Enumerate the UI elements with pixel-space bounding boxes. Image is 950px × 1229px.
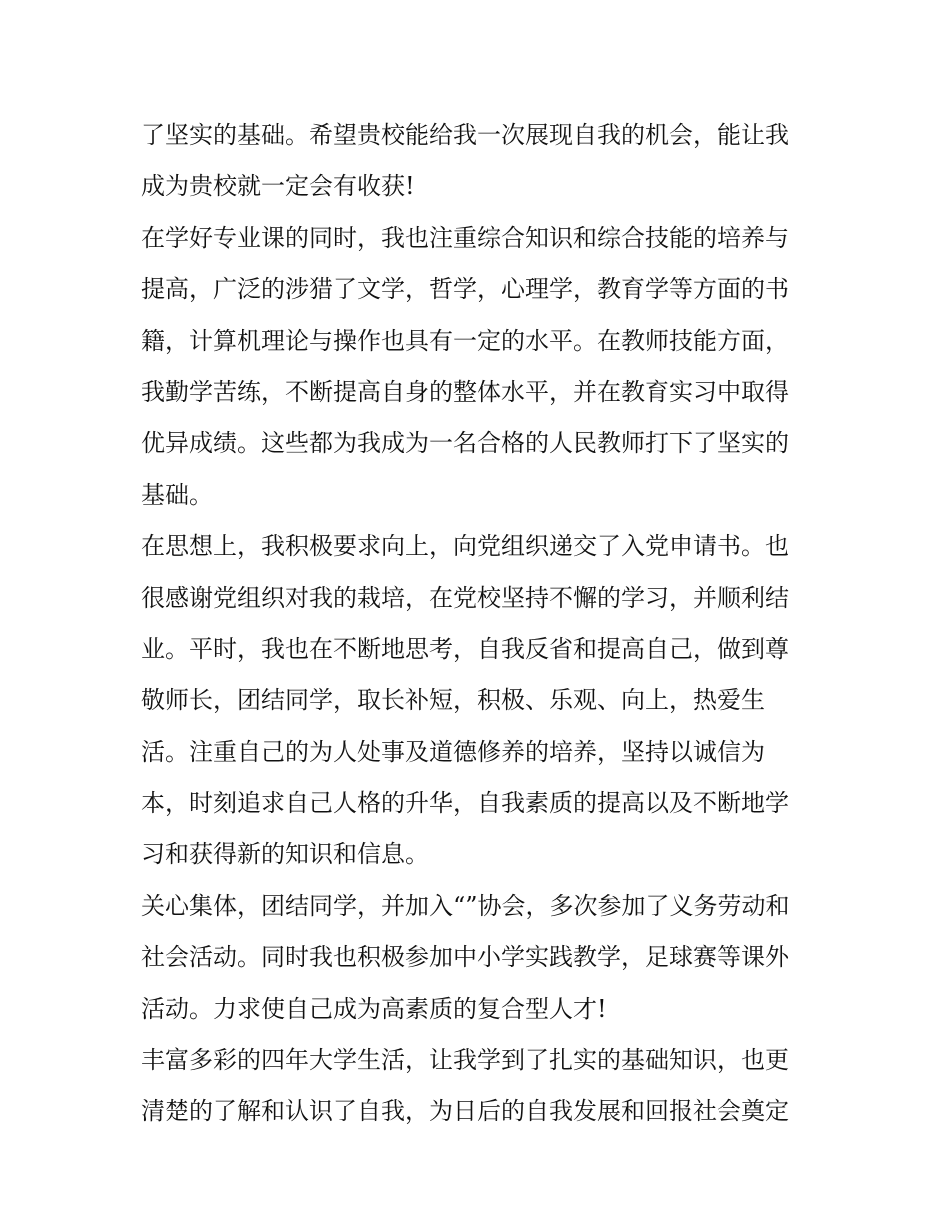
text-line: 提高，广泛的涉猎了文学，哲学，心理学，教育学等方面的书 (141, 275, 789, 304)
text-line: 习和获得新的知识和信息。 (141, 840, 429, 869)
text-line: 优异成绩。这些都为我成为一名合格的人民教师打下了坚实的 (141, 429, 789, 458)
text-line: 关心集体，团结同学，并加入“”协会，多次参加了义务劳动和 (141, 891, 790, 920)
text-line: 活动。力求使自己成为高素质的复合型人才! (141, 994, 607, 1023)
text-line: 本，时刻追求自己人格的升华，自我素质的提高以及不断地学 (141, 789, 789, 818)
text-line: 籍，计算机理论与操作也具有一定的水平。在教师技能方面， (141, 326, 789, 355)
document-body (141, 110, 821, 1138)
text-line: 很感谢党组织对我的栽培，在党校坚持不懈的学习，并顺利结 (141, 583, 789, 612)
text-line: 基础。 (141, 480, 213, 509)
text-line: 我勤学苦练，不断提高自身的整体水平，并在教育实习中取得 (141, 377, 789, 406)
text-line: 业。平时，我也在不断地思考，自我反省和提高自己，做到尊 (141, 634, 789, 663)
text-line: 清楚的了解和认识了自我，为日后的自我发展和回报社会奠定 (141, 1097, 789, 1126)
text-line: 敬师长，团结同学，取长补短，积极、乐观、向上，热爱生 (141, 686, 765, 715)
text-line: 了坚实的基础。希望贵校能给我一次展现自我的机会，能让我 (141, 121, 789, 149)
text-line: 活。注重自己的为人处事及道德修养的培养，坚持以诚信为 (141, 737, 765, 766)
text-line: 成为贵校就一定会有收获! (141, 172, 415, 201)
text-line: 社会活动。同时我也积极参加中小学实践教学，足球赛等课外 (141, 943, 789, 972)
text-line: 丰富多彩的四年大学生活，让我学到了扎实的基础知识，也更 (141, 1046, 789, 1075)
text-line: 在学好专业课的同时，我也注重综合知识和综合技能的培养与 (141, 223, 789, 252)
text-line: 在思想上，我积极要求向上，向党组织递交了入党申请书。也 (141, 532, 789, 561)
